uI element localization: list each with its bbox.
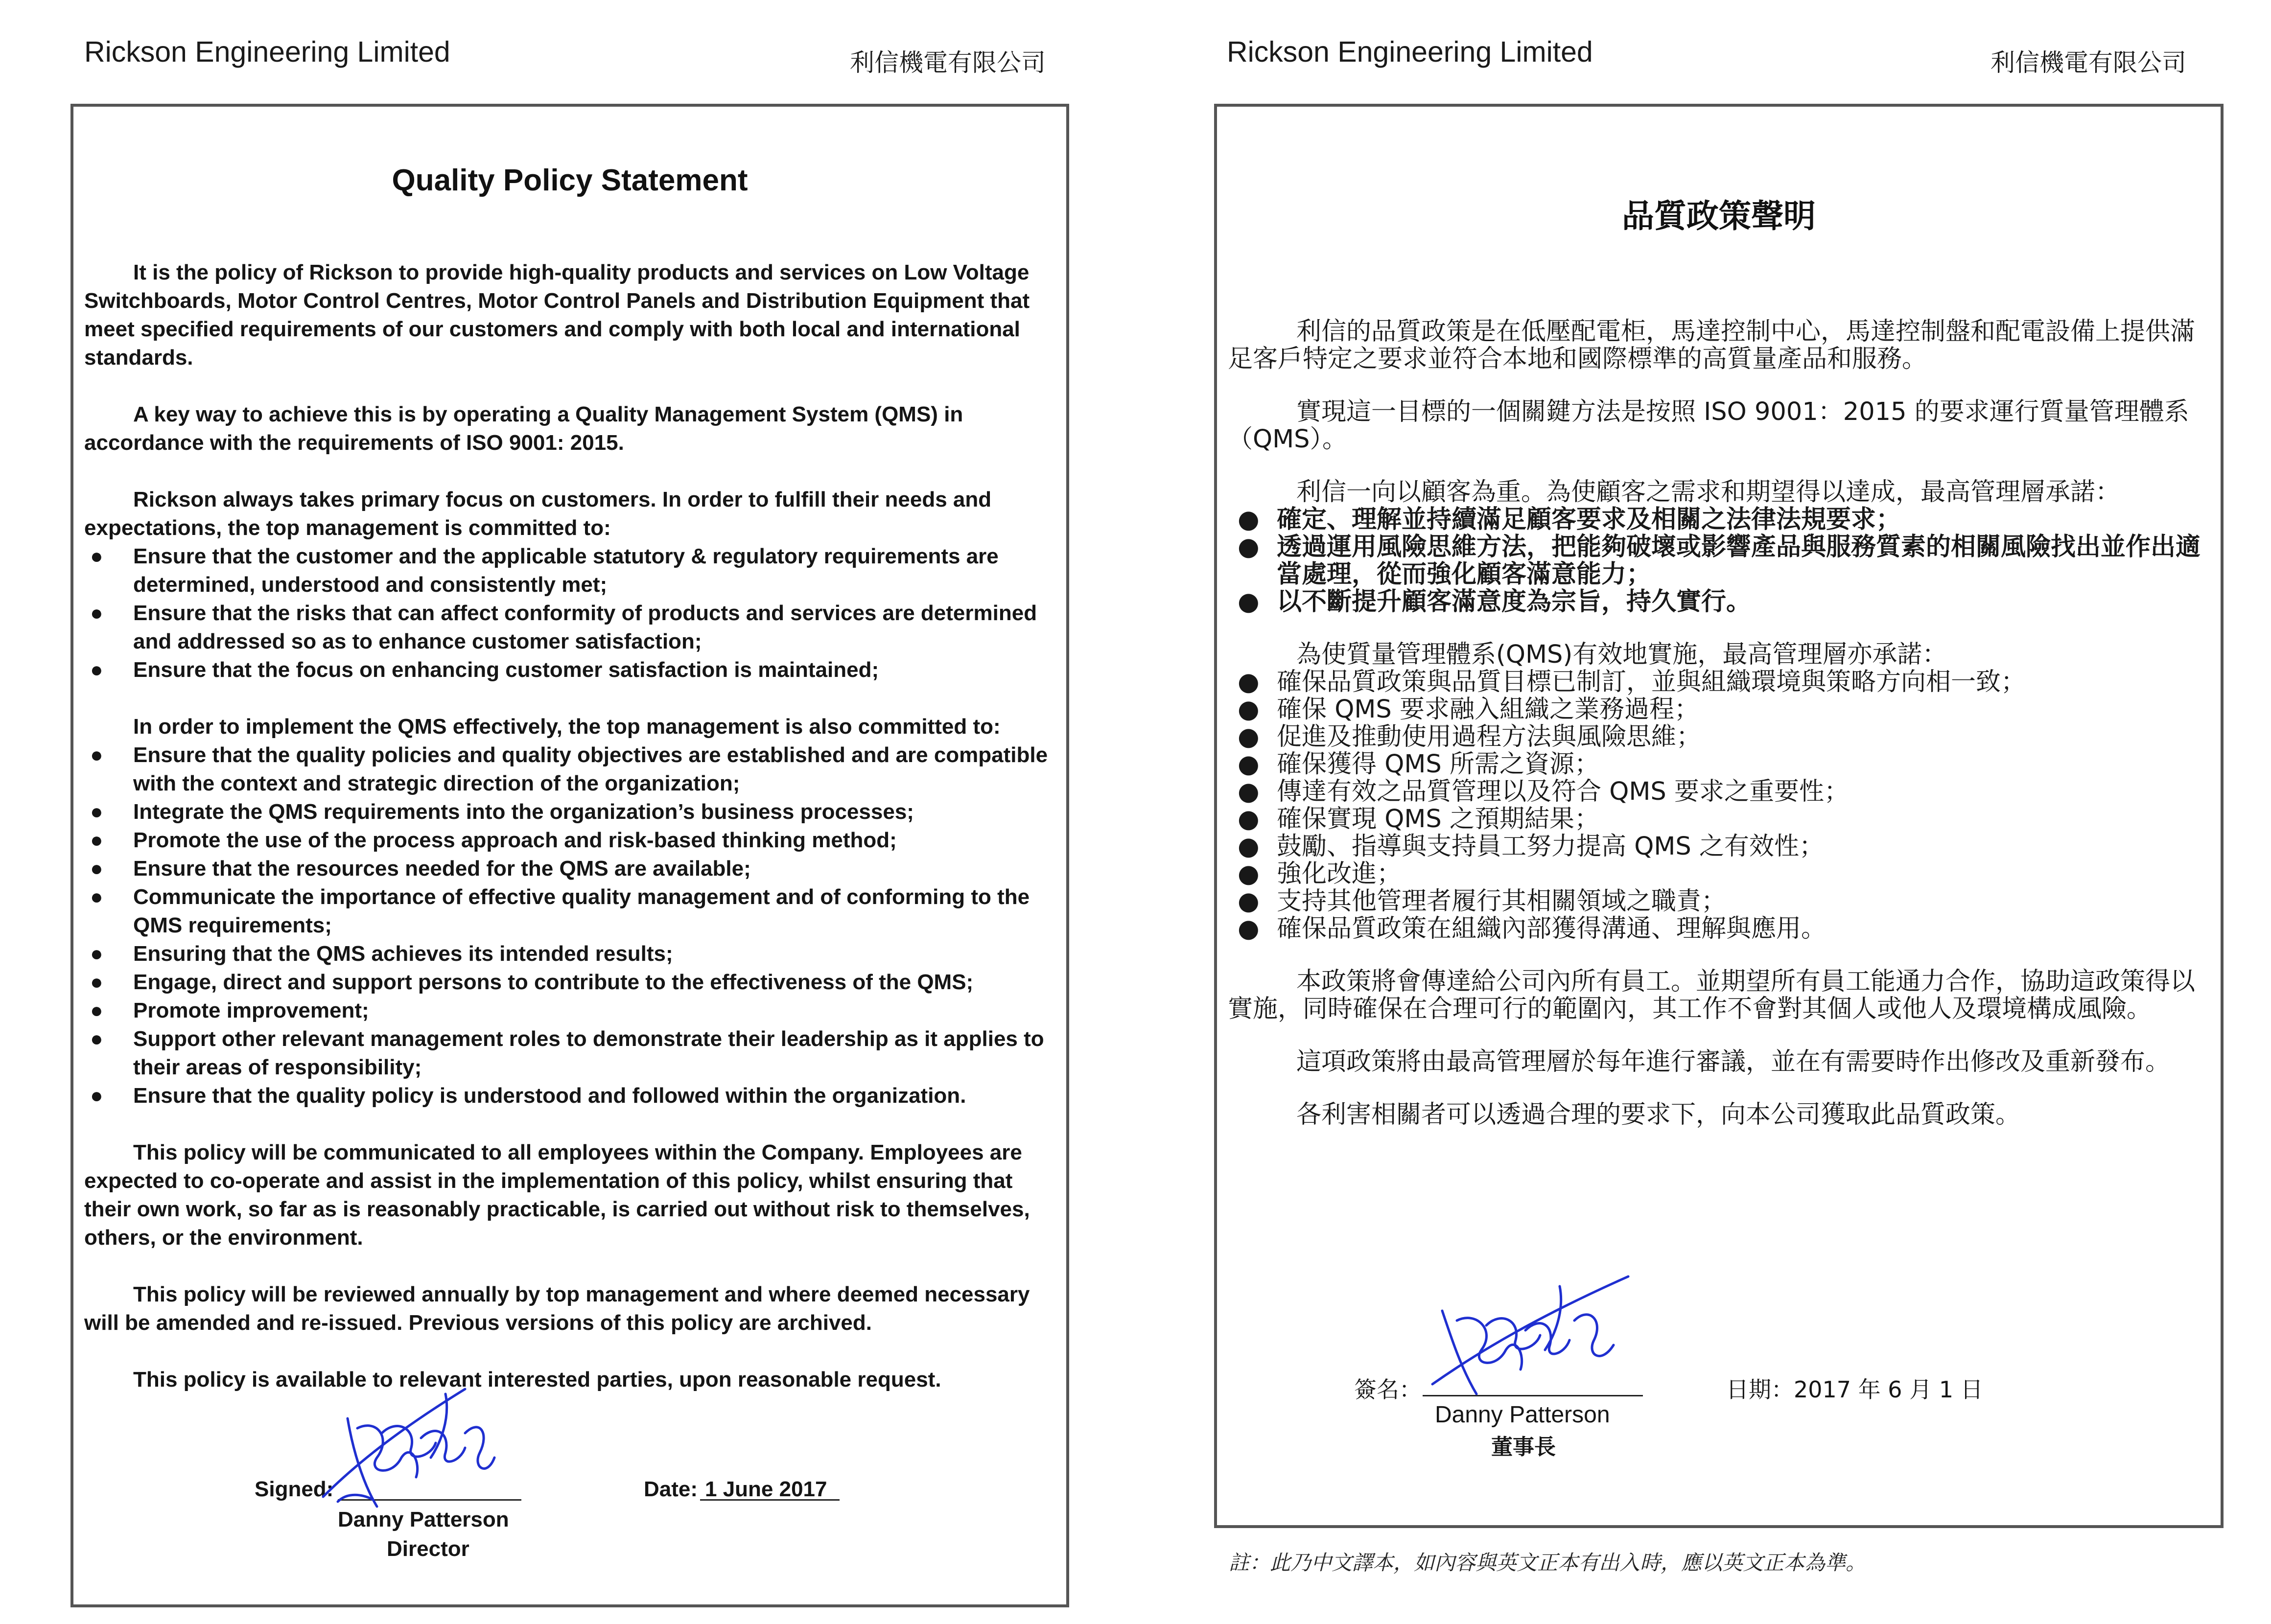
company-name-chinese: 利信機電有限公司 [850, 48, 1046, 77]
company-name: Rickson Engineering Limited [84, 36, 450, 68]
paragraph-customer-focus: Rickson always takes primary focus on customers. In order to fulfill their needs and expectations, the top management is committed to: [84, 487, 992, 540]
policy-body [1228, 318, 2212, 1154]
date-value: 1 June 2017 [705, 1477, 827, 1501]
signed-label: Signed: [255, 1477, 334, 1501]
paragraph-review: This policy will be reviewed annually by top management and where deemed necessary will be amended and re-issued. Previous versions of this policy are archived. [84, 1282, 1030, 1335]
bullet-icon: ● [1238, 587, 1260, 616]
paragraph-review: 這項政策將由最高管理層於每年進行審議，並在有需要時作出修改及重新發布。 [1296, 1047, 2171, 1076]
chinese-policy-page [1136, 0, 2271, 1624]
list-item: ● Integrate the QMS requirements into the organization’s business processes; [84, 798, 1063, 826]
paragraph-qms: 實現這一目標的一個關鍵方法是按照 ISO 9001：2015 的要求運行質量管理體系（QMS）。 [1228, 397, 2189, 454]
list-item: ● Promote improvement; [84, 997, 1063, 1025]
signer-title: 董事長 [1491, 1435, 1556, 1460]
bullet-icon: ● [90, 800, 103, 824]
paragraph-policy-scope: 利信的品質政策是在低壓配電柜，馬達控制中心，馬達控制盤和配電設備上提供滿足客戶特定之要求並符合本地和國際標準的高質量產品和服務。 [1228, 317, 2196, 373]
english-policy-page [0, 0, 1126, 1624]
bullet-icon: ● [90, 1027, 103, 1051]
list-item: ● 確保實現 QMS 之預期結果； [1238, 805, 1599, 834]
date-text: 日期：2017 年 6 月 1 日 [1726, 1376, 1983, 1403]
list-item: ● Ensure that the resources needed for the QMS are available; [84, 855, 1063, 883]
bullet-icon: ● [1238, 914, 1260, 943]
paragraph-policy-scope: It is the policy of Rickson to provide high-quality products and services on Low Voltage Switchboards, Motor Control Centres, Motor Control Panels and Distribution Equipment that meet specified requirements of our customers and comply with both local and international standards. [84, 260, 1030, 370]
list-item: ● Ensuring that the QMS achieves its intended results; [84, 940, 1063, 968]
translation-footnote: 註：此乃中文譯本，如內容與英文正本有出入時，應以英文正本為準。 [1229, 1551, 1867, 1575]
bullet-icon: ● [1238, 805, 1260, 834]
list-item: ● 確保品質政策與品質目標已制訂，並與組織環境與策略方向相一致； [1238, 668, 2026, 696]
bullet-icon: ● [90, 942, 103, 966]
bullet-icon: ● [1238, 750, 1260, 779]
bullet-icon: ● [1238, 505, 1260, 534]
bullet-icon: ● [90, 743, 103, 767]
handwritten-signature [1428, 1267, 1633, 1409]
list-item: ● 支持其他管理者履行其相關領域之職責； [1238, 887, 1727, 916]
bullet-icon: ● [1238, 668, 1260, 696]
bullet-icon: ● [90, 1084, 103, 1108]
list-item: ● 確保 QMS 要求融入組織之業務過程； [1238, 695, 1699, 724]
list-item: ● Communicate the importance of effective quality management and of conforming to the QMS requirements; [84, 883, 1063, 940]
bullet-icon: ● [90, 857, 103, 881]
bullet-icon: ● [90, 544, 103, 568]
signed-label: 簽名： [1354, 1376, 1422, 1403]
list-item: ● Support other relevant management roles to demonstrate their leadership as it applies to their areas of responsibility; [84, 1025, 1063, 1082]
bullet-icon: ● [1238, 777, 1260, 806]
policy-frame [1214, 104, 2224, 1528]
list-item: ● Ensure that the risks that can affect conformity of products and services are determined and addressed so as to enhance customer satisfaction; [84, 599, 1063, 656]
list-item: ● 透過運用風險思維方法，把能夠破壞或影響產品與服務質素的相關風險找出並作出適當處理，從而強化顧客滿意能力； [1238, 533, 2201, 589]
list-item: ● 促進及推動使用過程方法與風險思維； [1238, 722, 1702, 751]
list-item: ● Ensure that the focus on enhancing customer satisfaction is maintained; [84, 656, 1063, 684]
paragraph-communication: 本政策將會傳達給公司內所有員工。並期望所有員工能通力合作，協助這政策得以實施，同時確保在合理可行的範圍內，其工作不會對其個人或他人及環境構成風險。 [1228, 967, 2196, 1023]
bullet-icon: ● [1238, 722, 1260, 751]
qms-commitments-list [84, 741, 1063, 1110]
signer-name: Danny Patterson [1435, 1402, 1610, 1428]
paragraph-customer-focus: 利信一向以顧客為重。為使顧客之需求和期望得以達成，最高管理層承諾： [1296, 478, 2121, 507]
bullet-icon: ● [90, 970, 103, 994]
bullet-icon: ● [90, 885, 103, 909]
company-name: Rickson Engineering Limited [1227, 36, 1593, 68]
list-item: ● 確保獲得 QMS 所需之資源； [1238, 750, 1599, 779]
list-item: ● Ensure that the quality policy is understood and followed within the organization. [84, 1082, 1063, 1110]
list-item: ● Ensure that the quality policies and quality objectives are established and are compatible with the context and strategic direction of the organization; [84, 741, 1063, 798]
paragraph-availability: 各利害相關者可以透過合理的要求下，向本公司獲取此品質政策。 [1296, 1100, 2021, 1129]
list-item: ● 鼓勵、指導與支持員工努力提高 QMS 之有效性； [1238, 832, 1824, 861]
company-name-chinese: 利信機電有限公司 [1990, 48, 2186, 77]
bullet-icon: ● [90, 658, 103, 682]
bullet-icon: ● [1238, 859, 1260, 888]
date-label: Date: [644, 1477, 698, 1501]
bullet-icon: ● [1238, 533, 1260, 561]
list-item: ● 確定、理解並持續滿足顧客要求及相關之法律法規要求； [1238, 505, 1901, 534]
paragraph-qms: A key way to achieve this is by operating a Quality Management System (QMS) in accordance with the requirements of ISO 9001: 2015. [84, 402, 963, 455]
signer-name: Danny Patterson [338, 1508, 509, 1531]
paragraph-qms-commitment: 為使質量管理體系(QMS)有效地實施，最高管理層亦承諾： [1296, 640, 1947, 669]
policy-title: Quality Policy Statement [392, 163, 748, 197]
list-item: ● Ensure that the customer and the applicable statutory & regulatory requirements are determined, understood and consistently met; [84, 542, 1063, 599]
bullet-icon: ● [1238, 887, 1260, 916]
list-item: ● 強化改進； [1238, 859, 1402, 888]
paragraph-availability: This policy is available to relevant interested parties, upon reasonable request. [133, 1368, 941, 1392]
qms-commitments-list [1228, 669, 2212, 943]
bullet-icon: ● [90, 998, 103, 1022]
list-item: ● Engage, direct and support persons to contribute to the effectiveness of the QMS; [84, 968, 1063, 997]
bullet-icon: ● [90, 601, 103, 625]
handwritten-signature [318, 1374, 504, 1521]
list-item: ● 以不斷提升顧客滿意度為宗旨，持久實行。 [1238, 587, 1752, 616]
date-line [700, 1499, 840, 1501]
bullet-icon: ● [90, 828, 103, 852]
list-item: ● 傳達有效之品質管理以及符合 QMS 要求之重要性； [1238, 777, 1849, 806]
paragraph-communication: This policy will be communicated to all employees within the Company. Employees are expected to co-operate and assist in the implementation of this policy, whilst ensuring that their own work, so far as is reasonably practicable, is carried out without risk to themselves, others, or the environment. [84, 1140, 1030, 1250]
customer-commitments-list [84, 542, 1063, 684]
policy-title: 品質政策聲明 [1622, 197, 1816, 235]
bullet-icon: ● [1238, 695, 1260, 724]
bullet-icon: ● [1238, 832, 1260, 861]
customer-commitments-list [1228, 506, 2212, 616]
paragraph-qms-commitment: In order to implement the QMS effectively, the top management is also committed to: [133, 715, 1001, 739]
policy-body [84, 258, 1063, 1422]
list-item: ● 確保品質政策在組織內部獲得溝通、理解與應用。 [1238, 914, 1826, 943]
list-item: ● Promote the use of the process approach and risk-based thinking method; [84, 826, 1063, 855]
policy-frame [70, 104, 1069, 1607]
signer-title: Director [387, 1537, 469, 1561]
